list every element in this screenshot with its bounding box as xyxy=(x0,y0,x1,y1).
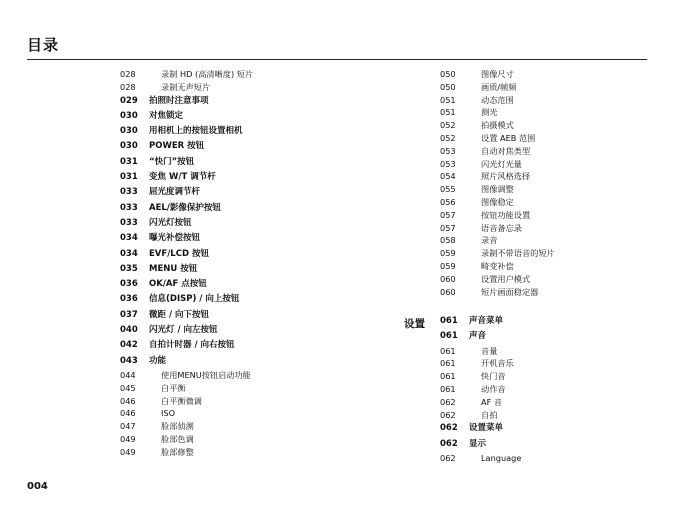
toc-entry-page: 028 xyxy=(120,81,136,92)
toc-entry-page: 054 xyxy=(440,171,456,182)
toc-entry-page: 033 xyxy=(120,217,138,228)
toc-entry[interactable] xyxy=(120,231,380,246)
toc-entry[interactable] xyxy=(440,314,660,329)
toc-entry[interactable] xyxy=(440,158,660,171)
toc-entry-page: 029 xyxy=(120,95,138,106)
toc-entry-page: 061 xyxy=(440,345,456,356)
toc-entry-page: 051 xyxy=(440,94,456,105)
toc-entry-title: 自拍 xyxy=(481,409,498,420)
toc-entry-title: 语音备忘录 xyxy=(481,222,522,233)
toc-entry-page: 042 xyxy=(120,340,138,351)
toc-entry[interactable] xyxy=(120,323,380,338)
toc-entry[interactable] xyxy=(440,119,660,132)
toc-entry[interactable] xyxy=(440,222,660,235)
toc-entry-page: 055 xyxy=(440,184,456,195)
toc-entry[interactable] xyxy=(440,286,660,299)
toc-entry-page: 052 xyxy=(440,132,456,143)
toc-entry-page: 060 xyxy=(440,286,456,297)
toc-entry-title: 脸部侦测 xyxy=(161,421,194,432)
toc-entry-title: 自拍计时器 / 向右按钮 xyxy=(149,340,235,351)
toc-entry-page: 047 xyxy=(120,421,136,432)
toc-entry-page: 062 xyxy=(440,409,456,420)
toc-entry-title: 设置菜单 xyxy=(469,423,504,434)
toc-entry-page: 057 xyxy=(440,209,456,220)
toc-entry[interactable] xyxy=(120,124,380,139)
toc-entry-page: 033 xyxy=(120,202,138,213)
toc-entry-page: 059 xyxy=(440,248,456,259)
toc-entry[interactable] xyxy=(440,345,660,358)
toc-entry-title: 变焦 W/T 调节杆 xyxy=(149,172,216,183)
page-number: 004 xyxy=(27,481,48,492)
toc-entry[interactable] xyxy=(120,277,380,292)
toc-entry-title: 测光 xyxy=(481,107,498,118)
toc-entry-title: 动作音 xyxy=(481,383,506,394)
toc-entry-page: 060 xyxy=(440,273,456,284)
toc-entry-page: 059 xyxy=(440,260,456,271)
toc-entry[interactable] xyxy=(120,420,380,433)
toc-entry-page: 049 xyxy=(120,433,136,444)
toc-entry-title: 自动对焦类型 xyxy=(481,145,531,156)
toc-entry-page: 050 xyxy=(440,81,456,92)
toc-entry[interactable] xyxy=(440,421,660,436)
toc-entry-title: 快门音 xyxy=(481,371,506,382)
toc-entry[interactable] xyxy=(440,81,660,94)
toc-entry[interactable] xyxy=(120,354,380,369)
toc-entry[interactable] xyxy=(440,329,660,344)
toc-entry[interactable] xyxy=(120,185,380,200)
toc-entry[interactable] xyxy=(440,68,660,81)
toc-entry-title: 声音 xyxy=(469,331,487,342)
toc-entry-page: 061 xyxy=(440,331,458,342)
toc-entry-title: 微距 / 向下按钮 xyxy=(149,309,210,320)
toc-entry-page: 062 xyxy=(440,452,456,463)
toc-entry-title: 对焦锁定 xyxy=(149,110,184,121)
toc-entry-page: 057 xyxy=(440,222,456,233)
toc-entry[interactable] xyxy=(440,183,660,196)
toc-entry[interactable] xyxy=(440,260,660,273)
toc-entry[interactable] xyxy=(440,437,660,452)
toc-entry[interactable] xyxy=(440,357,660,370)
toc-entry[interactable] xyxy=(120,395,380,408)
toc-entry[interactable] xyxy=(120,247,380,262)
toc-entry-title: 动态范围 xyxy=(481,94,514,105)
toc-entry-page: 028 xyxy=(120,69,136,79)
toc-entry-page: 031 xyxy=(120,172,138,183)
toc-entry-title: 信息(DISP) / 向上按钮 xyxy=(149,294,240,305)
toc-entry[interactable] xyxy=(440,132,660,145)
toc-entry-title: 图像尺寸 xyxy=(481,69,514,79)
toc-entry[interactable] xyxy=(120,68,380,81)
toc-entry-title: AEL/影像保护按钮 xyxy=(149,202,221,213)
toc-entry[interactable] xyxy=(120,407,380,420)
toc-entry[interactable] xyxy=(120,433,380,446)
toc-entry-title: 照片风格选择 xyxy=(481,171,531,182)
toc-right-column-top xyxy=(440,68,660,298)
toc-entry[interactable] xyxy=(440,234,660,247)
toc-entry-page: 030 xyxy=(120,126,138,137)
toc-entry[interactable] xyxy=(120,446,380,459)
title-divider xyxy=(27,59,647,60)
toc-entry[interactable] xyxy=(440,396,660,409)
toc-entry[interactable] xyxy=(120,262,380,277)
toc-entry-title: 曝光补偿按钮 xyxy=(149,233,201,244)
toc-entry-page: 056 xyxy=(440,196,456,207)
toc-entry[interactable] xyxy=(120,109,380,124)
toc-entry[interactable] xyxy=(120,369,380,382)
toc-entry-page: 053 xyxy=(440,145,456,156)
toc-entry[interactable] xyxy=(440,273,660,286)
toc-entry-page: 046 xyxy=(120,408,136,419)
toc-entry-page: 062 xyxy=(440,423,458,434)
toc-entry-title: 拍照时注意事项 xyxy=(149,95,209,106)
toc-entry-page: 061 xyxy=(440,358,456,369)
toc-entry-title: “快门”按钮 xyxy=(149,156,195,167)
toc-entry-page: 052 xyxy=(440,120,456,131)
toc-entry-title: 功能 xyxy=(149,355,167,366)
toc-entry[interactable] xyxy=(120,382,380,395)
toc-entry-title: 按钮功能设置 xyxy=(481,209,531,220)
toc-entry-title: 白平衡 xyxy=(161,382,186,393)
toc-entry-title: 屈光度调节杆 xyxy=(149,187,201,198)
toc-entry[interactable] xyxy=(120,201,380,216)
toc-entry-page: 031 xyxy=(120,156,138,167)
toc-entry-title: 录音 xyxy=(481,235,498,246)
toc-entry-title: MENU 按钮 xyxy=(149,263,198,274)
toc-entry[interactable] xyxy=(440,370,660,383)
section-label: 设置 xyxy=(404,318,425,330)
toc-entry-page: 043 xyxy=(120,355,138,366)
toc-entry[interactable] xyxy=(440,409,660,422)
toc-entry-title: Language xyxy=(481,452,522,463)
toc-entry[interactable] xyxy=(440,94,660,107)
toc-entry[interactable] xyxy=(120,170,380,185)
toc-entry-page: 034 xyxy=(120,248,138,259)
toc-entry-page: 061 xyxy=(440,383,456,394)
toc-entry-title: OK/AF 点按钮 xyxy=(149,279,207,290)
toc-entry-page: 049 xyxy=(120,446,136,457)
toc-entry-title: 用相机上的按钮设置相机 xyxy=(149,126,243,137)
toc-entry-page: 040 xyxy=(120,325,138,336)
toc-entry-title: 显示 xyxy=(469,438,487,449)
toc-entry-page: 034 xyxy=(120,233,138,244)
toc-entry-title: 开机音乐 xyxy=(481,358,514,369)
page-title: 目录 xyxy=(27,36,60,54)
toc-entry-title: 白平衡微调 xyxy=(161,395,202,406)
toc-entry-page: 062 xyxy=(440,438,458,449)
toc-entry-title: ISO xyxy=(161,408,176,419)
toc-right-column-bottom xyxy=(440,314,660,465)
toc-entry[interactable] xyxy=(440,106,660,119)
toc-entry-title: 图像调整 xyxy=(481,184,514,195)
toc-entry-title: 闪光灯按钮 xyxy=(149,217,192,228)
toc-entry[interactable] xyxy=(440,209,660,222)
toc-entry-title: 使用MENU按钮启动功能 xyxy=(161,369,251,380)
toc-entry-title: 闪光灯光量 xyxy=(481,158,522,169)
toc-entry-page: 036 xyxy=(120,279,138,290)
toc-entry-page: 035 xyxy=(120,263,138,274)
toc-entry[interactable] xyxy=(120,94,380,109)
toc-entry-title: 设置 AEB 范围 xyxy=(481,132,536,143)
toc-left-column xyxy=(120,68,380,459)
toc-entry[interactable] xyxy=(120,338,380,353)
toc-entry[interactable] xyxy=(440,247,660,260)
toc-entry-page: 050 xyxy=(440,69,456,79)
toc-entry-title: 图像稳定 xyxy=(481,196,514,207)
toc-entry-title: 声音菜单 xyxy=(469,316,504,326)
toc-entry-page: 046 xyxy=(120,395,136,406)
toc-entry-page: 033 xyxy=(120,187,138,198)
toc-entry-page: 051 xyxy=(440,107,456,118)
toc-entry-title: 录制 HD (高清晰度) 短片 xyxy=(161,69,254,79)
toc-entry[interactable] xyxy=(440,170,660,183)
toc-entry-title: 录制不带语音的短片 xyxy=(481,248,555,259)
toc-entry-title: 脸部修整 xyxy=(161,446,194,457)
toc-entry[interactable] xyxy=(440,196,660,209)
toc-entry-title: 录制无声短片 xyxy=(161,81,211,92)
toc-entry-page: 044 xyxy=(120,369,136,380)
toc-entry-title: 设置用户模式 xyxy=(481,273,531,284)
toc-entry[interactable] xyxy=(440,145,660,158)
toc-entry-page: 045 xyxy=(120,382,136,393)
toc-entry-page: 058 xyxy=(440,235,456,246)
toc-entry-page: 030 xyxy=(120,141,138,152)
toc-entry-title: AF 音 xyxy=(481,396,503,407)
toc-entry-title: 闪光灯 / 向左按钮 xyxy=(149,325,218,336)
toc-entry-title: 脸部色调 xyxy=(161,433,194,444)
toc-entry[interactable] xyxy=(440,383,660,396)
toc-entry[interactable] xyxy=(120,81,380,94)
toc-entry[interactable] xyxy=(120,139,380,154)
toc-entry-title: EVF/LCD 按钮 xyxy=(149,248,209,259)
toc-entry-title: 音量 xyxy=(481,345,498,356)
toc-entry-title: 短片画面稳定器 xyxy=(481,286,539,297)
toc-entry-page: 030 xyxy=(120,110,138,121)
toc-entry-title: POWER 按钮 xyxy=(149,141,205,152)
toc-entry[interactable] xyxy=(120,216,380,231)
toc-entry[interactable] xyxy=(120,308,380,323)
toc-entry-page: 061 xyxy=(440,316,458,326)
toc-entry-page: 062 xyxy=(440,396,456,407)
toc-entry[interactable] xyxy=(440,452,660,465)
toc-entry-page: 037 xyxy=(120,309,138,320)
toc-entry-page: 053 xyxy=(440,158,456,169)
toc-entry-title: 画质/帧频 xyxy=(481,81,517,92)
toc-entry-page: 061 xyxy=(440,371,456,382)
toc-entry-title: 拍摄模式 xyxy=(481,120,514,131)
toc-entry[interactable] xyxy=(120,292,380,307)
toc-entry[interactable] xyxy=(120,155,380,170)
toc-entry-page: 036 xyxy=(120,294,138,305)
toc-entry-title: 畸变补偿 xyxy=(481,260,514,271)
